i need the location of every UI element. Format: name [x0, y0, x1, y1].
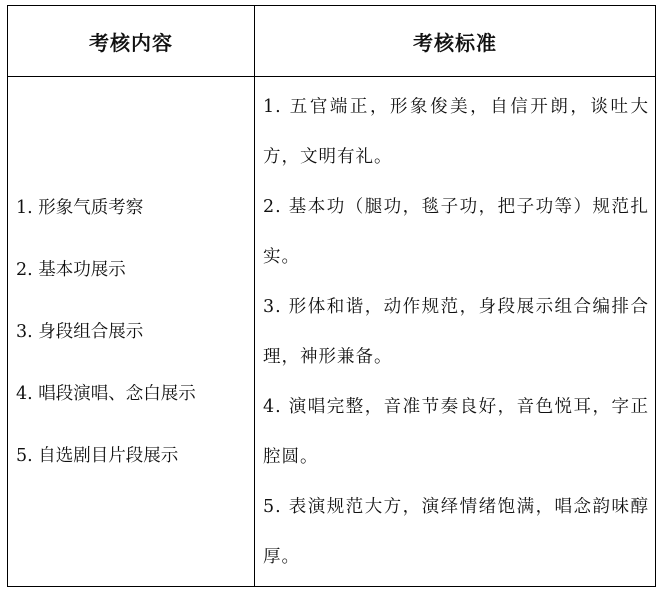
standard-item: 4. 演唱完整，音准节奏良好，音色悦耳，字正腔圆。: [263, 396, 649, 467]
standard-item: 1. 五官端正，形象俊美，自信开朗，谈吐大方，文明有礼。: [263, 96, 649, 167]
standard-list: [255, 82, 655, 582]
standard-item: 3. 形体和谐，动作规范，身段展示组合编排合理，神形兼备。: [263, 296, 649, 367]
content-list: [8, 177, 254, 487]
standard-item: 5. 表演规范大方，演绎情绪饱满，唱念韵味醇厚。: [263, 496, 649, 567]
standard-cell: [255, 77, 656, 587]
content-item: 2. 基本功展示: [16, 259, 126, 280]
standard-item: 2. 基本功（腿功，毯子功，把子功等）规范扎实。: [263, 196, 649, 267]
content-item: 5. 自选剧目片段展示: [16, 445, 179, 466]
content-item: 3. 身段组合展示: [16, 321, 144, 342]
header-standard: 考核标准: [255, 6, 656, 77]
assessment-table: [7, 5, 656, 587]
header-content: 考核内容: [8, 6, 255, 77]
content-item: 4. 唱段演唱、念白展示: [16, 383, 196, 404]
content-item: 1. 形象气质考察: [16, 197, 144, 218]
header-row: [8, 6, 656, 77]
body-row: [8, 77, 656, 587]
content-cell: [8, 77, 255, 587]
